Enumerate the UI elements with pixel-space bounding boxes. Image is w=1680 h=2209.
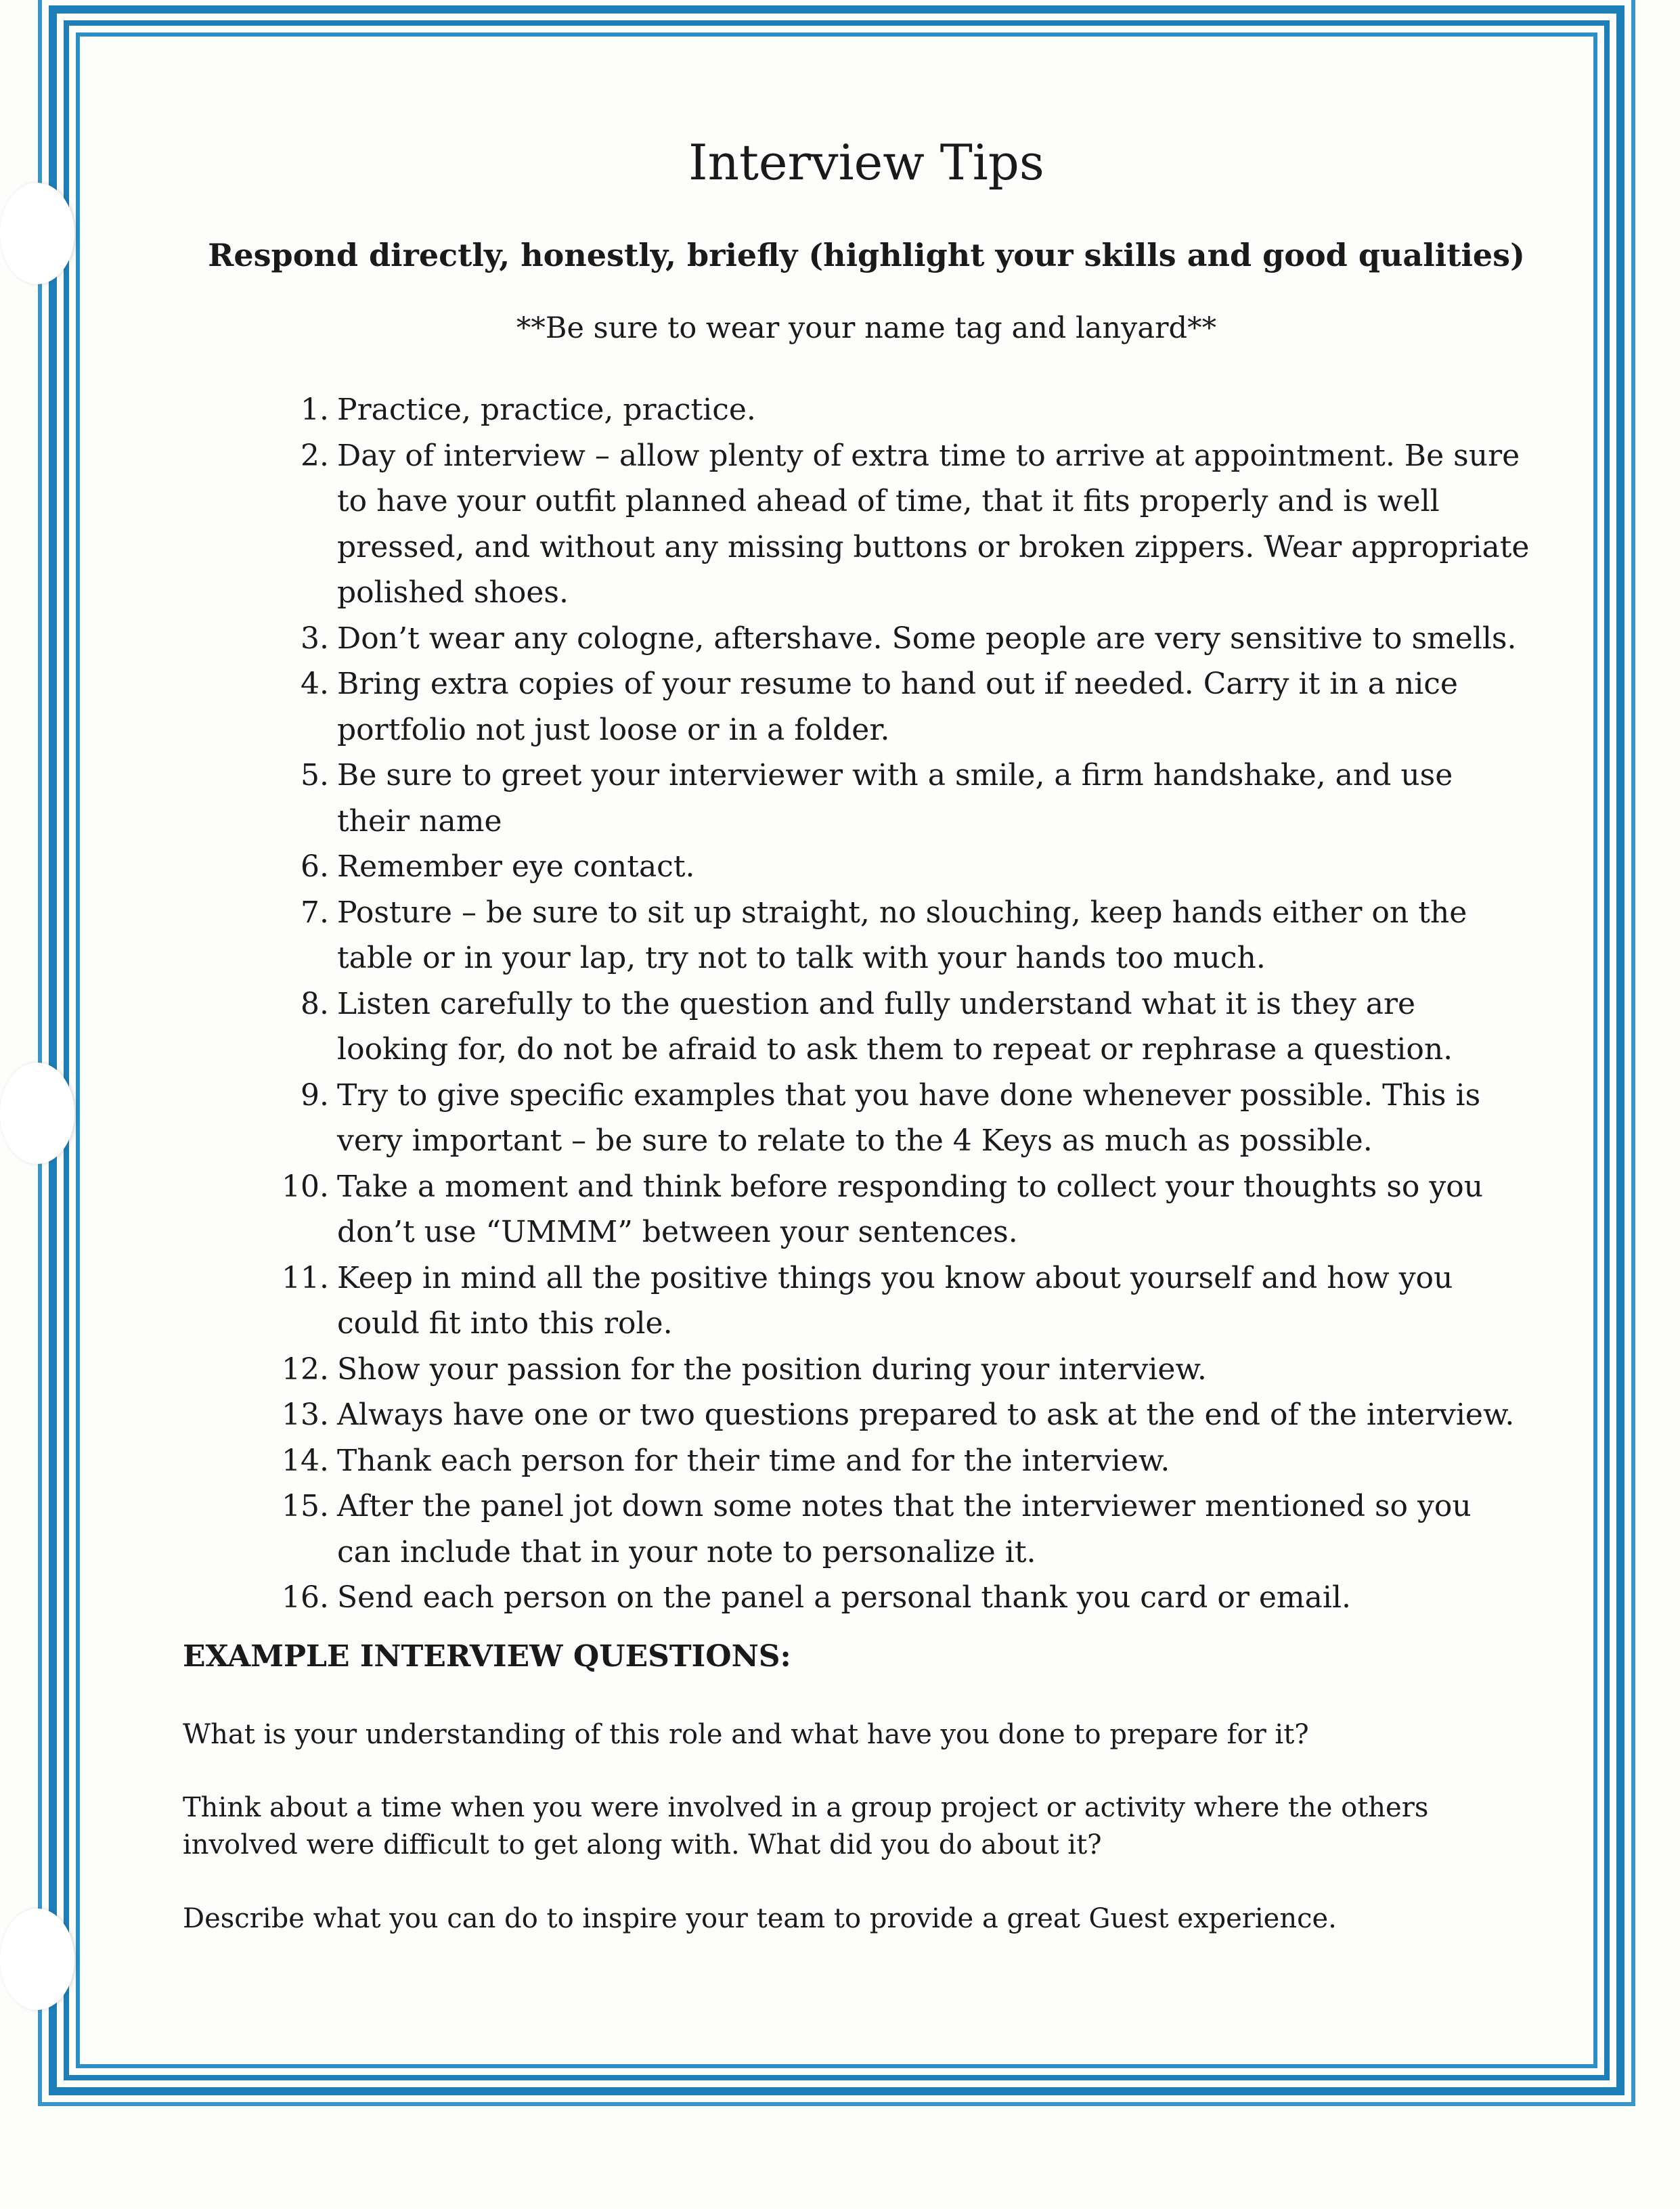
item-text: Try to give specific examples that you have done whenever possible. This is very important – be sure to relate to the 4 Keys as much as possible. [337,1077,1481,1158]
item-number: 11. [282,1260,329,1295]
list-item [264,661,1530,753]
item-number: 3. [301,621,329,656]
item-number: 2. [301,438,329,473]
binder-hole-middle [0,1063,74,1164]
item-number: 12. [282,1352,329,1387]
item-number: 6. [301,849,329,884]
example-question: Think about a time when you were involved in a group project or activity where the others involved were difficult to get along with. What did you do about it? [183,1792,1429,1860]
example-question: What is your understanding of this role and what have you done to prepare for it? [183,1719,1309,1750]
list-item [264,753,1530,844]
page-title: Interview Tips [688,134,1044,191]
item-text: Be sure to greet your interviewer with a smile, a firm handshake, and use their name [337,758,1453,839]
item-text: Listen carefully to the question and fully understand what it is they are looking for, do not be afraid to ask them to repeat or rephrase a question. [337,986,1453,1067]
list-item [264,1073,1530,1164]
item-text: Show your passion for the position during your interview. [337,1352,1207,1387]
item-number: 8. [301,986,329,1021]
item-text: After the panel jot down some notes that the interviewer mentioned so you can include that in your note to personalize it. [337,1489,1472,1569]
example-questions-heading: EXAMPLE INTERVIEW QUESTIONS: [183,1639,791,1674]
item-text: Don’t wear any cologne, aftershave. Some people are very sensitive to smells. [337,621,1517,656]
item-text: Keep in mind all the positive things you know about yourself and how you could fit into this role. [337,1260,1453,1341]
item-text: Posture – be sure to sit up straight, no slouching, keep hands either on the table or in your lap, try not to talk with your hands too much. [337,895,1467,975]
item-text: Always have one or two questions prepared to ask at the end of the interview. [337,1398,1515,1432]
list-item [264,1575,1530,1621]
list-item [264,844,1530,890]
item-text: Bring extra copies of your resume to hand out if needed. Carry it in a nice portfolio not just loose or in a folder. [337,667,1458,747]
list-item [264,890,1530,981]
list-item [264,1164,1530,1255]
item-number: 14. [282,1443,329,1478]
list-item [264,1392,1530,1438]
list-item [264,1483,1530,1575]
item-number: 10. [282,1169,329,1204]
list-item [264,433,1530,616]
item-number: 4. [301,667,329,701]
list-item [264,387,1530,433]
item-number: 5. [301,758,329,793]
item-number: 7. [301,895,329,930]
list-item [264,981,1530,1073]
item-text: Send each person on the panel a personal thank you card or email. [337,1580,1351,1615]
item-text: Take a moment and think before responding to collect your thoughts so you don’t use “UMMM” between your sentences. [337,1169,1484,1249]
example-question: Describe what you can do to inspire your team to provide a great Guest experience. [183,1903,1337,1934]
item-text: Day of interview – allow plenty of extra time to arrive at appointment. Be sure to have your outfit planned ahead of time, that it fits properly and is well pressed, and without any missing buttons or broken zippers. Wear appropriate polished shoes. [337,438,1530,610]
list-item [264,1438,1530,1484]
item-number: 16. [282,1580,329,1615]
item-text: Practice, practice, practice. [337,393,756,427]
item-text: Thank each person for their time and for the interview. [337,1443,1170,1478]
item-number: 1. [301,393,329,427]
item-number: 15. [282,1489,329,1523]
item-text: Remember eye contact. [337,849,695,884]
subtitle: Respond directly, honestly, briefly (highlight your skills and good qualities) [208,237,1525,273]
list-item [264,1347,1530,1393]
item-number: 13. [282,1398,329,1432]
tips-list [264,387,1530,1621]
binder-hole-bottom [0,1909,74,2010]
list-item [264,616,1530,662]
list-item [264,1255,1530,1347]
item-number: 9. [301,1077,329,1113]
name-tag-note: **Be sure to wear your name tag and lanyard** [516,311,1217,345]
